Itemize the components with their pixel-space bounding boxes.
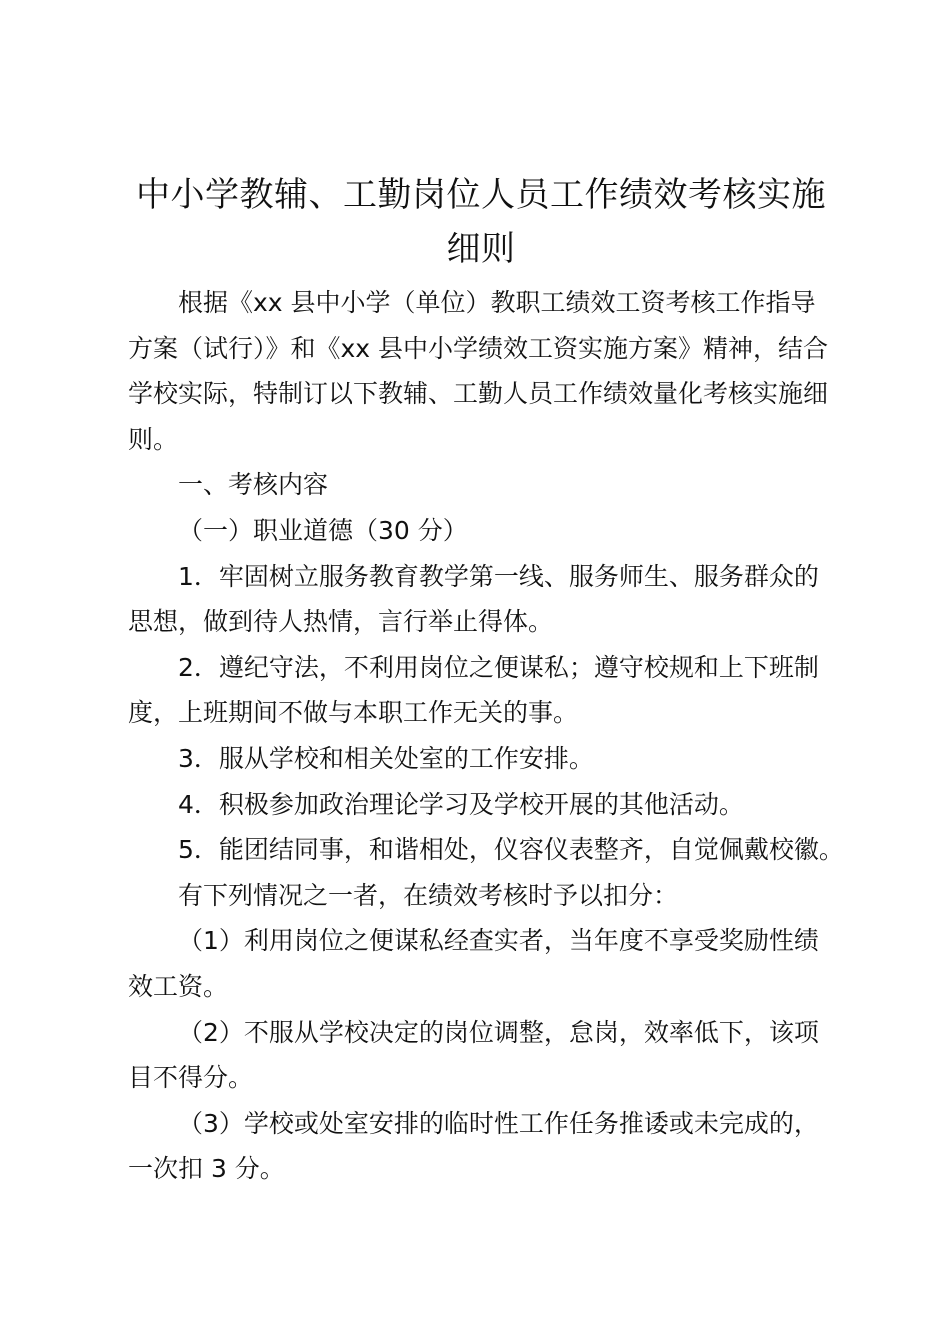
item-paragraph-3: 3．服从学校和相关处室的工作安排。: [178, 743, 594, 773]
document-page: [128, 168, 844, 1192]
section-heading-assessment-content: 一、考核内容: [178, 470, 329, 500]
document-title: 中小学教辅、工勤岗位人员工作绩效考核实施细则: [136, 175, 826, 269]
item-paragraph-2: 2．遵纪守法，不利用岗位之便谋私；遵守校规和上下班制度，上班期间不做与本职工作无关的事。: [128, 652, 819, 728]
deduction-paragraph-2: （2）不服从学校决定的岗位调整，怠岗，效率低下，该项目不得分。: [128, 1017, 819, 1093]
deduction-paragraph-1: （1）利用岗位之便谋私经查实者，当年度不享受奖励性绩效工资。: [128, 926, 819, 1001]
deduction-intro: 有下列情况之一者，在绩效考核时予以扣分：: [178, 880, 679, 910]
intro-paragraph: 根据《xx 县中小学（单位）教职工绩效工资考核工作指导方案（试行）》和《xx 县中小学绩效工资实施方案》精神，结合学校实际，特制订以下教辅、工勤人员工作绩效量化考核实施细则。: [128, 288, 829, 454]
subsection-heading-professional-ethics: （一）职业道德（30 分）: [178, 515, 468, 545]
item-paragraph-1: 1．牢固树立服务教育教学第一线、服务师生、服务群众的思想，做到待人热情，言行举止得体。: [128, 561, 819, 637]
item-paragraph-4: 4．积极参加政治理论学习及学校开展的其他活动。: [178, 789, 744, 819]
item-paragraph-5: 5．能团结同事，和谐相处，仪容仪表整齐，自觉佩戴校徽。: [178, 835, 844, 865]
deduction-paragraph-3: （3）学校或处室安排的临时性工作任务推诿或未完成的，一次扣 3 分。: [128, 1108, 819, 1184]
